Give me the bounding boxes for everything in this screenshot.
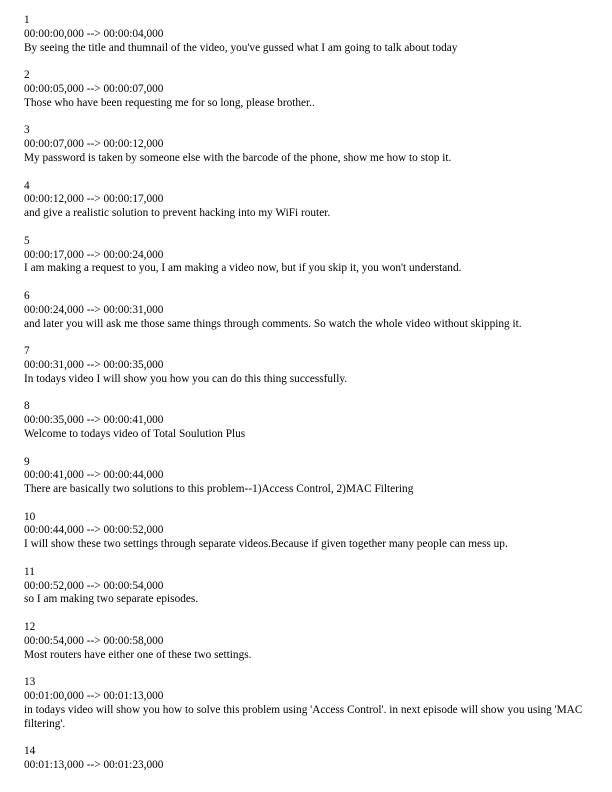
cue-timing: 00:01:13,000 --> 00:01:23,000 [24, 759, 164, 772]
subtitle-cue [24, 345, 592, 386]
cue-text: I will show these two settings through separate videos.Because if given together many people can mess up. [24, 538, 508, 551]
cue-index: 11 [24, 565, 35, 578]
cue-timing: 00:00:24,000 --> 00:00:31,000 [24, 303, 164, 316]
cue-text: Those who have been requesting me for so long, please brother.. [24, 96, 315, 109]
cue-timing: 00:00:00,000 --> 00:00:04,000 [24, 27, 164, 40]
cue-timing: 00:00:35,000 --> 00:00:41,000 [24, 414, 164, 427]
subtitle-cue [24, 14, 592, 55]
cue-text: in todays video will show you how to solve this problem using 'Access Control'. in next episode will show you using 'MAC filtering'. [24, 703, 586, 730]
cue-timing: 00:00:12,000 --> 00:00:17,000 [24, 193, 164, 206]
subtitle-cue [24, 69, 592, 110]
cue-index: 14 [24, 745, 36, 758]
subtitle-cue [24, 180, 592, 221]
cue-index: 13 [24, 676, 36, 689]
cue-timing: 00:01:00,000 --> 00:01:13,000 [24, 690, 164, 703]
cue-index: 2 [24, 69, 30, 82]
cue-text: so I am making two separate episodes. [24, 593, 199, 606]
subtitle-cue [24, 290, 592, 331]
cue-index: 7 [24, 345, 30, 358]
cue-timing: 00:00:17,000 --> 00:00:24,000 [24, 248, 164, 261]
cue-text: and give a realistic solution to prevent hacking into my WiFi router. [24, 207, 331, 220]
subtitle-cue [24, 745, 592, 773]
cue-index: 6 [24, 289, 30, 302]
subtitle-cue [24, 511, 592, 552]
cue-timing: 00:00:05,000 --> 00:00:07,000 [24, 82, 164, 95]
cue-timing: 00:00:44,000 --> 00:00:52,000 [24, 524, 164, 537]
cue-text: I am making a request to you, I am making a video now, but if you skip it, you won't understand. [24, 262, 462, 275]
cue-text: In todays video I will show you how you can do this thing successfully. [24, 372, 348, 385]
subtitle-cue [24, 676, 592, 731]
cue-index: 4 [24, 179, 30, 192]
cue-timing: 00:00:52,000 --> 00:00:54,000 [24, 579, 164, 592]
subtitle-document [24, 14, 592, 787]
subtitle-cue [24, 456, 592, 497]
cue-text: By seeing the title and thumnail of the video, you've gussed what I am going to talk about today [24, 41, 458, 54]
subtitle-cue [24, 400, 592, 441]
cue-text: Welcome to todays video of Total Soulution Plus [24, 427, 246, 440]
cue-index: 10 [24, 510, 36, 523]
subtitle-cue [24, 566, 592, 607]
cue-text: Most routers have either one of these two settings. [24, 648, 252, 661]
cue-timing: 00:00:31,000 --> 00:00:35,000 [24, 358, 164, 371]
cue-text: There are basically two solutions to this problem--1)Access Control, 2)MAC Filtering [24, 483, 414, 496]
cue-timing: 00:00:41,000 --> 00:00:44,000 [24, 469, 164, 482]
cue-text: and later you will ask me those same things through comments. So watch the whole video without skipping it. [24, 317, 522, 330]
subtitle-cue [24, 235, 592, 276]
cue-index: 3 [24, 124, 30, 137]
cue-index: 5 [24, 234, 30, 247]
cue-text: My password is taken by someone else with the barcode of the phone, show me how to stop it. [24, 151, 452, 164]
cue-index: 9 [24, 455, 30, 468]
cue-timing: 00:00:07,000 --> 00:00:12,000 [24, 138, 164, 151]
cue-index: 12 [24, 621, 36, 634]
subtitle-cue [24, 621, 592, 662]
cue-index: 8 [24, 400, 30, 413]
cue-index: 1 [24, 14, 30, 26]
cue-timing: 00:00:54,000 --> 00:00:58,000 [24, 634, 164, 647]
subtitle-cue [24, 124, 592, 165]
